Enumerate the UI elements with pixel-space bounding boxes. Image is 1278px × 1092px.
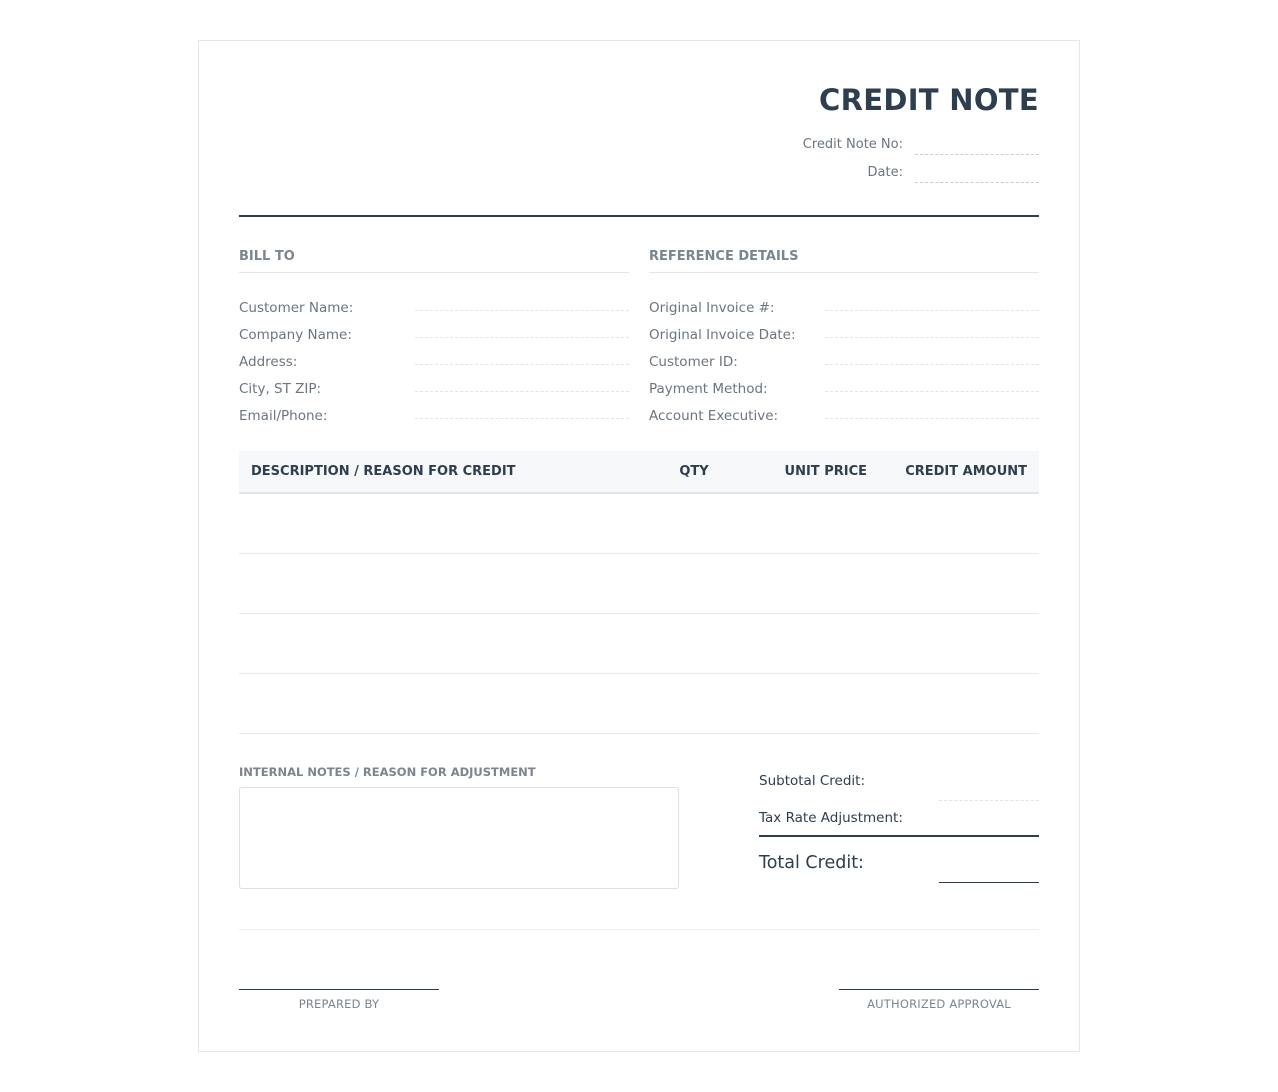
- company-name-label: Company Name:: [239, 327, 352, 343]
- table-row: [239, 553, 1039, 613]
- total-credit-row: [759, 837, 1039, 883]
- credit-note-number-label: Credit Note No:: [802, 137, 903, 152]
- prepared-by-signature-line[interactable]: [239, 989, 439, 1011]
- table-header-row: [239, 451, 1039, 493]
- qty-cell[interactable]: [649, 673, 739, 733]
- column-header-unit-price: UNIT PRICE: [739, 451, 879, 493]
- customer-id-label: Customer ID:: [649, 354, 738, 370]
- table-row: [239, 673, 1039, 733]
- bill-to-section: [239, 249, 629, 424]
- company-name-row: [239, 311, 629, 343]
- email-phone-row: [239, 392, 629, 424]
- reference-details-heading: REFERENCE DETAILS: [649, 249, 1039, 273]
- customer-name-label: Customer Name:: [239, 300, 354, 316]
- credit-note-number-field[interactable]: [915, 154, 1039, 155]
- totals-section: [759, 769, 1039, 883]
- qty-cell[interactable]: [649, 613, 739, 673]
- subtotal-credit-label: Subtotal Credit:: [759, 773, 866, 789]
- address-label: Address:: [239, 354, 298, 370]
- customer-name-row: [239, 284, 629, 316]
- column-header-qty: QTY: [649, 451, 739, 493]
- account-executive-label: Account Executive:: [649, 408, 779, 424]
- city-state-zip-label: City, ST ZIP:: [239, 381, 322, 397]
- credit-note-number-row: [779, 135, 1039, 155]
- description-cell[interactable]: [239, 613, 649, 673]
- qty-cell[interactable]: [649, 493, 739, 553]
- authorized-approval-label: AUTHORIZED APPROVAL: [867, 997, 1011, 1011]
- line-items-table: [239, 451, 1039, 734]
- description-cell[interactable]: [239, 553, 649, 613]
- original-invoice-date-label: Original Invoice Date:: [649, 327, 796, 343]
- unit-price-cell[interactable]: [739, 553, 879, 613]
- original-invoice-number-row: [649, 284, 1039, 316]
- authorized-approval-signature-line[interactable]: [839, 989, 1039, 1011]
- description-cell[interactable]: [239, 493, 649, 553]
- bill-to-heading: BILL TO: [239, 249, 629, 273]
- tax-rate-adjustment-row: [759, 801, 1039, 837]
- city-state-zip-row: [239, 365, 629, 397]
- address-row: [239, 338, 629, 370]
- reference-details-section: [649, 249, 1039, 424]
- unit-price-cell[interactable]: [739, 493, 879, 553]
- credit-amount-cell[interactable]: [879, 613, 1039, 673]
- customer-id-row: [649, 338, 1039, 370]
- prepared-by-label: PREPARED BY: [298, 997, 380, 1011]
- total-credit-label: Total Credit:: [759, 853, 864, 873]
- account-executive-row: [649, 392, 1039, 424]
- header-divider: [239, 215, 1039, 217]
- qty-cell[interactable]: [649, 553, 739, 613]
- original-invoice-date-row: [649, 311, 1039, 343]
- credit-amount-cell[interactable]: [879, 673, 1039, 733]
- document-title: CREDIT NOTE: [819, 83, 1039, 117]
- date-field[interactable]: [915, 182, 1039, 183]
- payment-method-row: [649, 365, 1039, 397]
- subtotal-credit-row: [759, 769, 1039, 801]
- footer-divider: [239, 929, 1039, 930]
- date-label: Date:: [867, 165, 903, 180]
- internal-notes-textarea[interactable]: [239, 787, 679, 889]
- credit-amount-cell[interactable]: [879, 493, 1039, 553]
- table-row: [239, 613, 1039, 673]
- table-row: [239, 493, 1039, 553]
- account-executive-field[interactable]: [825, 418, 1039, 419]
- unit-price-cell[interactable]: [739, 613, 879, 673]
- email-phone-label: Email/Phone:: [239, 408, 328, 424]
- credit-note-document: [198, 40, 1080, 1052]
- tax-rate-adjustment-label: Tax Rate Adjustment:: [759, 810, 903, 826]
- column-header-credit-amount: CREDIT AMOUNT: [879, 451, 1039, 493]
- description-cell[interactable]: [239, 673, 649, 733]
- payment-method-label: Payment Method:: [649, 381, 768, 397]
- internal-notes-label: INTERNAL NOTES / REASON FOR ADJUSTMENT: [239, 765, 536, 779]
- date-row: [779, 163, 1039, 183]
- original-invoice-number-label: Original Invoice #:: [649, 300, 775, 316]
- credit-amount-cell[interactable]: [879, 553, 1039, 613]
- email-phone-field[interactable]: [415, 418, 629, 419]
- total-credit-field[interactable]: [939, 882, 1039, 883]
- column-header-description: DESCRIPTION / REASON FOR CREDIT: [239, 451, 649, 493]
- unit-price-cell[interactable]: [739, 673, 879, 733]
